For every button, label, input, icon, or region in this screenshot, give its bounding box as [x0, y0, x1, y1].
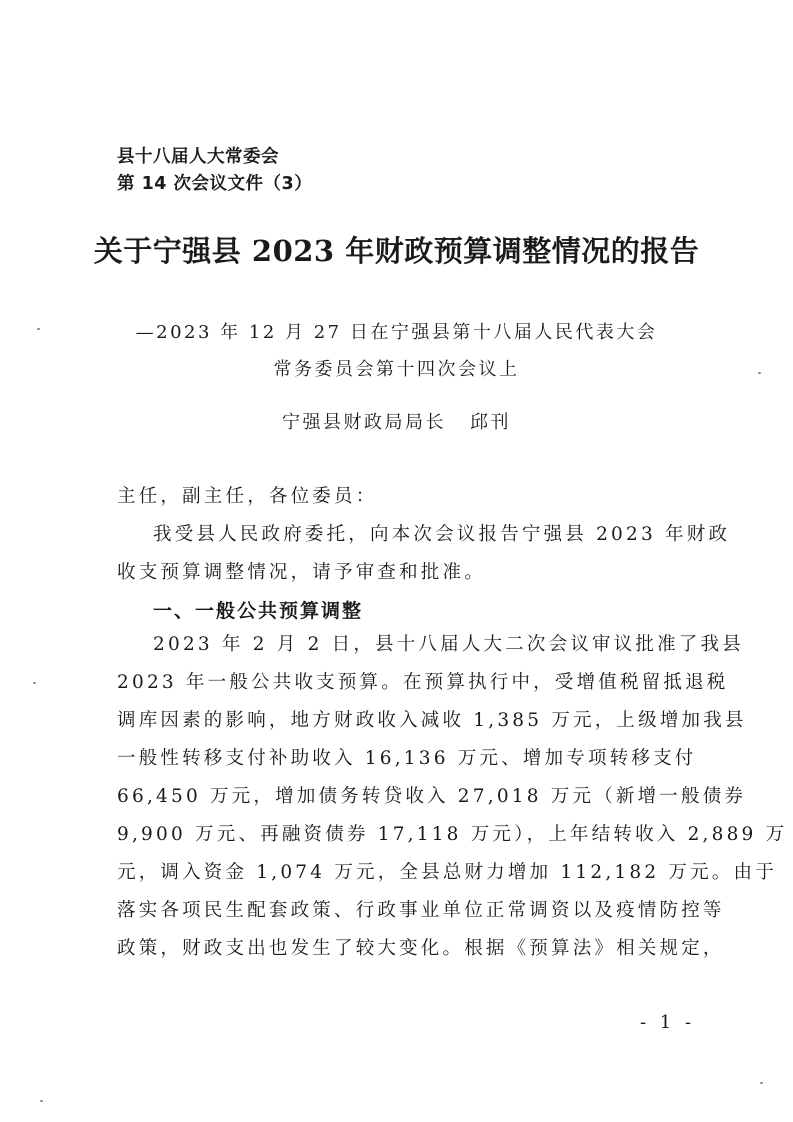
paragraph-2-line: 元，调入资金 1,074 万元，全县总财力增加 112,182 万元。由于 — [117, 862, 777, 883]
scan-speck — [37, 328, 40, 330]
document-title: 关于宁强县 2023 年财政预算调整情况的报告 — [93, 234, 700, 268]
paragraph-2-line: 落实各项民生配套政策、行政事业单位正常调资以及疫情防控等 — [117, 900, 725, 921]
paragraph-1-line-1: 我受县人民政府委托，向本次会议报告宁强县 2023 年财政 — [153, 524, 731, 545]
page-number: - 1 - — [640, 1012, 696, 1033]
speaker-name: 邱刊 — [470, 412, 511, 433]
salutation: 主任，副主任，各位委员： — [117, 486, 378, 507]
paragraph-2-line: 9,900 万元、再融资债券 17,118 万元），上年结转收入 2,889 万 — [117, 824, 788, 845]
meeting-header-line1: 县十八届人大常委会 — [117, 147, 279, 167]
section-heading-1: 一、一般公共预算调整 — [153, 600, 364, 622]
scan-speck — [758, 372, 761, 374]
paragraph-2-line: 2023 年 2 月 2 日，县十八届人大二次会议审议批准了我县 — [153, 634, 744, 655]
scan-speck — [33, 682, 36, 684]
paragraph-2-line: 2023 年一般公共收支预算。在预算执行中，受增值税留抵退税 — [117, 672, 729, 693]
paragraph-2-line: 一般性转移支付补助收入 16,136 万元、增加专项转移支付 — [117, 748, 697, 769]
paragraph-2-line: 66,450 万元，增加债务转贷收入 27,018 万元（新增一般债券 — [117, 786, 747, 807]
subtitle-line2: 常务委员会第十四次会议上 — [273, 359, 520, 380]
speaker-line — [0, 408, 793, 434]
paragraph-1-line-2: 收支预算调整情况，请予审查和批准。 — [117, 562, 486, 583]
speaker-role: 宁强县财政局局长 — [282, 412, 446, 433]
subtitle-line1: —2023 年 12 月 27 日在宁强县第十八届人民代表大会 — [135, 322, 658, 343]
scan-speck — [40, 1100, 43, 1102]
paragraph-2-line: 调库因素的影响，地方财政收入减收 1,385 万元，上级增加我县 — [117, 710, 747, 731]
meeting-header-line2: 第 14 次会议文件（3） — [117, 174, 313, 194]
scan-speck — [760, 1082, 763, 1084]
paragraph-2-line: 政策，财政支出也发生了较大变化。根据《预算法》相关规定， — [117, 938, 725, 959]
